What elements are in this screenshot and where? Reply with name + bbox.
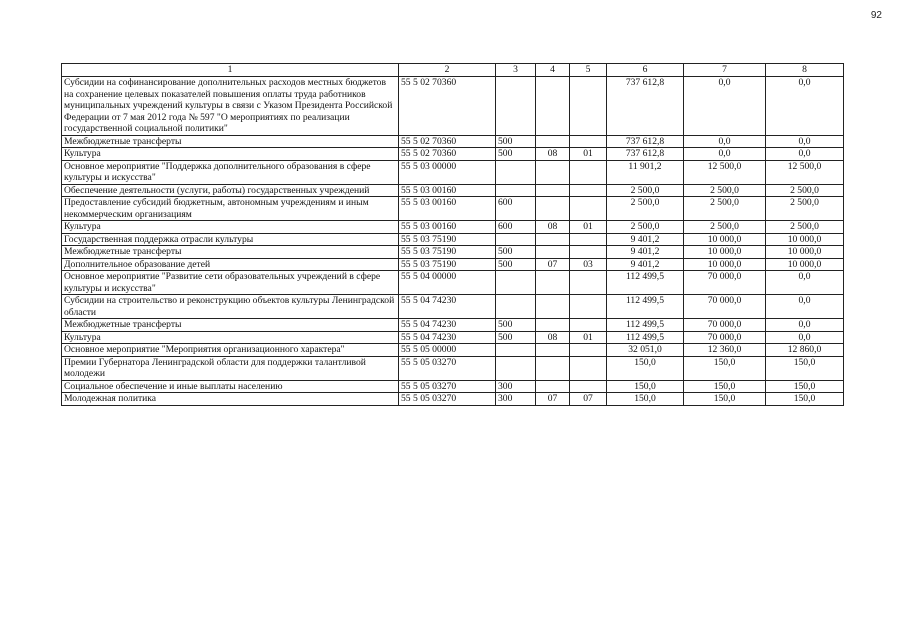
amount-col6-cell: 2 500,0 (607, 221, 684, 234)
subsection-cell (570, 380, 607, 393)
expense-type-cell: 500 (496, 135, 536, 148)
row-name-cell: Основное мероприятие "Мероприятия организационного характера" (62, 344, 399, 357)
target-code-cell: 55 5 05 03270 (399, 380, 496, 393)
target-code-cell: 55 5 03 00160 (399, 184, 496, 197)
table-row (62, 356, 844, 380)
table-row (62, 271, 844, 295)
amount-col8-cell: 10 000,0 (766, 246, 844, 259)
amount-col7-cell: 0,0 (684, 77, 766, 136)
amount-col7-cell: 12 360,0 (684, 344, 766, 357)
target-code-cell: 55 5 02 70360 (399, 148, 496, 161)
amount-col7-cell: 70 000,0 (684, 319, 766, 332)
row-name-cell: Культура (62, 148, 399, 161)
expense-type-cell: 500 (496, 319, 536, 332)
expense-type-cell: 600 (496, 197, 536, 221)
amount-col6-cell: 11 901,2 (607, 160, 684, 184)
subsection-cell (570, 184, 607, 197)
amount-col6-cell: 112 499,5 (607, 271, 684, 295)
amount-col8-cell: 10 000,0 (766, 233, 844, 246)
expense-type-cell (496, 344, 536, 357)
section-cell (536, 77, 570, 136)
amount-col6-cell: 9 401,2 (607, 233, 684, 246)
section-cell: 07 (536, 258, 570, 271)
amount-col6-cell: 2 500,0 (607, 197, 684, 221)
target-code-cell: 55 5 04 00000 (399, 271, 496, 295)
table-row (62, 233, 844, 246)
amount-col6-cell: 2 500,0 (607, 184, 684, 197)
expense-type-cell (496, 295, 536, 319)
amount-col7-cell: 2 500,0 (684, 184, 766, 197)
target-code-cell: 55 5 03 00160 (399, 221, 496, 234)
amount-col7-cell: 10 000,0 (684, 246, 766, 259)
expense-type-cell (496, 271, 536, 295)
amount-col8-cell: 0,0 (766, 295, 844, 319)
amount-col6-cell: 32 051,0 (607, 344, 684, 357)
amount-col7-cell: 2 500,0 (684, 197, 766, 221)
target-code-cell: 55 5 03 00160 (399, 197, 496, 221)
section-cell (536, 344, 570, 357)
section-cell: 08 (536, 148, 570, 161)
target-code-cell: 55 5 03 00000 (399, 160, 496, 184)
row-name-cell: Дополнительное образование детей (62, 258, 399, 271)
target-code-cell: 55 5 02 70360 (399, 77, 496, 136)
expense-type-cell: 500 (496, 246, 536, 259)
subsection-cell (570, 197, 607, 221)
section-cell (536, 184, 570, 197)
table-row (62, 135, 844, 148)
column-number: 2 (399, 64, 496, 77)
expense-type-cell: 300 (496, 380, 536, 393)
column-number: 4 (536, 64, 570, 77)
column-number: 6 (607, 64, 684, 77)
amount-col7-cell: 150,0 (684, 393, 766, 406)
column-number: 8 (766, 64, 844, 77)
section-cell (536, 319, 570, 332)
table-row (62, 331, 844, 344)
amount-col8-cell: 10 000,0 (766, 258, 844, 271)
target-code-cell: 55 5 05 03270 (399, 356, 496, 380)
expense-type-cell: 600 (496, 221, 536, 234)
amount-col6-cell: 112 499,5 (607, 319, 684, 332)
table-row (62, 148, 844, 161)
section-cell: 08 (536, 331, 570, 344)
expense-type-cell: 500 (496, 148, 536, 161)
expense-type-cell: 500 (496, 331, 536, 344)
page-number: 92 (870, 10, 882, 21)
section-cell (536, 271, 570, 295)
amount-col6-cell: 9 401,2 (607, 246, 684, 259)
amount-col6-cell: 112 499,5 (607, 331, 684, 344)
row-name-cell: Социальное обеспечение и иные выплаты населению (62, 380, 399, 393)
section-cell (536, 233, 570, 246)
amount-col7-cell: 70 000,0 (684, 271, 766, 295)
subsection-cell (570, 356, 607, 380)
target-code-cell: 55 5 04 74230 (399, 331, 496, 344)
row-name-cell: Молодежная политика (62, 393, 399, 406)
subsection-cell (570, 246, 607, 259)
amount-col6-cell: 737 612,8 (607, 148, 684, 161)
row-name-cell: Основное мероприятие "Развитие сети образовательных учреждений в сфере культуры и искусства" (62, 271, 399, 295)
target-code-cell: 55 5 04 74230 (399, 295, 496, 319)
table-row (62, 160, 844, 184)
table-row (62, 197, 844, 221)
table-row (62, 380, 844, 393)
subsection-cell (570, 344, 607, 357)
section-cell (536, 295, 570, 319)
target-code-cell: 55 5 04 74230 (399, 319, 496, 332)
section-cell (536, 356, 570, 380)
subsection-cell (570, 160, 607, 184)
subsection-cell (570, 295, 607, 319)
amount-col6-cell: 112 499,5 (607, 295, 684, 319)
column-number: 5 (570, 64, 607, 77)
table-row (62, 258, 844, 271)
column-number-row (62, 64, 844, 77)
amount-col6-cell: 150,0 (607, 380, 684, 393)
subsection-cell (570, 135, 607, 148)
subsection-cell: 01 (570, 221, 607, 234)
amount-col8-cell: 0,0 (766, 135, 844, 148)
target-code-cell: 55 5 05 03270 (399, 393, 496, 406)
amount-col6-cell: 150,0 (607, 356, 684, 380)
row-name-cell: Премии Губернатора Ленинградской области для поддержки талантливой молодежи (62, 356, 399, 380)
row-name-cell: Государственная поддержка отрасли культуры (62, 233, 399, 246)
expense-type-cell (496, 160, 536, 184)
subsection-cell (570, 233, 607, 246)
row-name-cell: Культура (62, 331, 399, 344)
section-cell: 07 (536, 393, 570, 406)
table-row (62, 184, 844, 197)
amount-col7-cell: 150,0 (684, 356, 766, 380)
row-name-cell: Обеспечение деятельности (услуги, работы) государственных учреждений (62, 184, 399, 197)
section-cell: 08 (536, 221, 570, 234)
amount-col8-cell: 2 500,0 (766, 197, 844, 221)
amount-col8-cell: 0,0 (766, 77, 844, 136)
subsection-cell (570, 271, 607, 295)
amount-col6-cell: 9 401,2 (607, 258, 684, 271)
table-row (62, 295, 844, 319)
amount-col8-cell: 0,0 (766, 319, 844, 332)
expense-type-cell: 300 (496, 393, 536, 406)
amount-col7-cell: 0,0 (684, 135, 766, 148)
target-code-cell: 55 5 02 70360 (399, 135, 496, 148)
amount-col7-cell: 10 000,0 (684, 233, 766, 246)
column-number: 1 (62, 64, 399, 77)
section-cell (536, 197, 570, 221)
expense-type-cell: 500 (496, 258, 536, 271)
expense-type-cell (496, 77, 536, 136)
table-row (62, 77, 844, 136)
table-body (62, 77, 844, 406)
amount-col8-cell: 150,0 (766, 356, 844, 380)
amount-col8-cell: 2 500,0 (766, 184, 844, 197)
subsection-cell: 07 (570, 393, 607, 406)
target-code-cell: 55 5 03 75190 (399, 246, 496, 259)
amount-col7-cell: 70 000,0 (684, 295, 766, 319)
amount-col8-cell: 0,0 (766, 331, 844, 344)
row-name-cell: Межбюджетные трансферты (62, 135, 399, 148)
section-cell (536, 246, 570, 259)
row-name-cell: Межбюджетные трансферты (62, 319, 399, 332)
subsection-cell (570, 319, 607, 332)
expense-type-cell (496, 356, 536, 380)
section-cell (536, 380, 570, 393)
amount-col8-cell: 0,0 (766, 271, 844, 295)
amount-col7-cell: 70 000,0 (684, 331, 766, 344)
column-number: 7 (684, 64, 766, 77)
amount-col8-cell: 150,0 (766, 393, 844, 406)
amount-col7-cell: 10 000,0 (684, 258, 766, 271)
budget-table (61, 63, 844, 406)
row-name-cell: Основное мероприятие "Поддержка дополнительного образования в сфере культуры и искусства" (62, 160, 399, 184)
row-name-cell: Субсидии на софинансирование дополнительных расходов местных бюджетов на сохранение целевых показателей повышения оплаты труда работников муниципальных учреждений культуры в связи с Указом Президента Российской Федерации от 7 мая 2012 года № 597 "О мероприятиях по реализации государственной социальной политики" (62, 77, 399, 136)
amount-col8-cell: 150,0 (766, 380, 844, 393)
amount-col8-cell: 12 860,0 (766, 344, 844, 357)
expense-type-cell (496, 233, 536, 246)
amount-col6-cell: 150,0 (607, 393, 684, 406)
table-row (62, 393, 844, 406)
amount-col7-cell: 2 500,0 (684, 221, 766, 234)
row-name-cell: Субсидии на строительство и реконструкцию объектов культуры Ленинградской области (62, 295, 399, 319)
table-row (62, 344, 844, 357)
subsection-cell: 03 (570, 258, 607, 271)
amount-col7-cell: 150,0 (684, 380, 766, 393)
amount-col8-cell: 0,0 (766, 148, 844, 161)
row-name-cell: Культура (62, 221, 399, 234)
amount-col7-cell: 12 500,0 (684, 160, 766, 184)
section-cell (536, 160, 570, 184)
subsection-cell: 01 (570, 148, 607, 161)
row-name-cell: Предоставление субсидий бюджетным, автономным учреждениям и иным некоммерческим организациям (62, 197, 399, 221)
target-code-cell: 55 5 03 75190 (399, 258, 496, 271)
subsection-cell (570, 77, 607, 136)
subsection-cell: 01 (570, 331, 607, 344)
row-name-cell: Межбюджетные трансферты (62, 246, 399, 259)
expense-type-cell (496, 184, 536, 197)
amount-col7-cell: 0,0 (684, 148, 766, 161)
target-code-cell: 55 5 05 00000 (399, 344, 496, 357)
amount-col6-cell: 737 612,8 (607, 135, 684, 148)
section-cell (536, 135, 570, 148)
table-row (62, 221, 844, 234)
amount-col6-cell: 737 612,8 (607, 77, 684, 136)
target-code-cell: 55 5 03 75190 (399, 233, 496, 246)
amount-col8-cell: 2 500,0 (766, 221, 844, 234)
amount-col8-cell: 12 500,0 (766, 160, 844, 184)
table-row (62, 246, 844, 259)
column-number: 3 (496, 64, 536, 77)
table-row (62, 319, 844, 332)
